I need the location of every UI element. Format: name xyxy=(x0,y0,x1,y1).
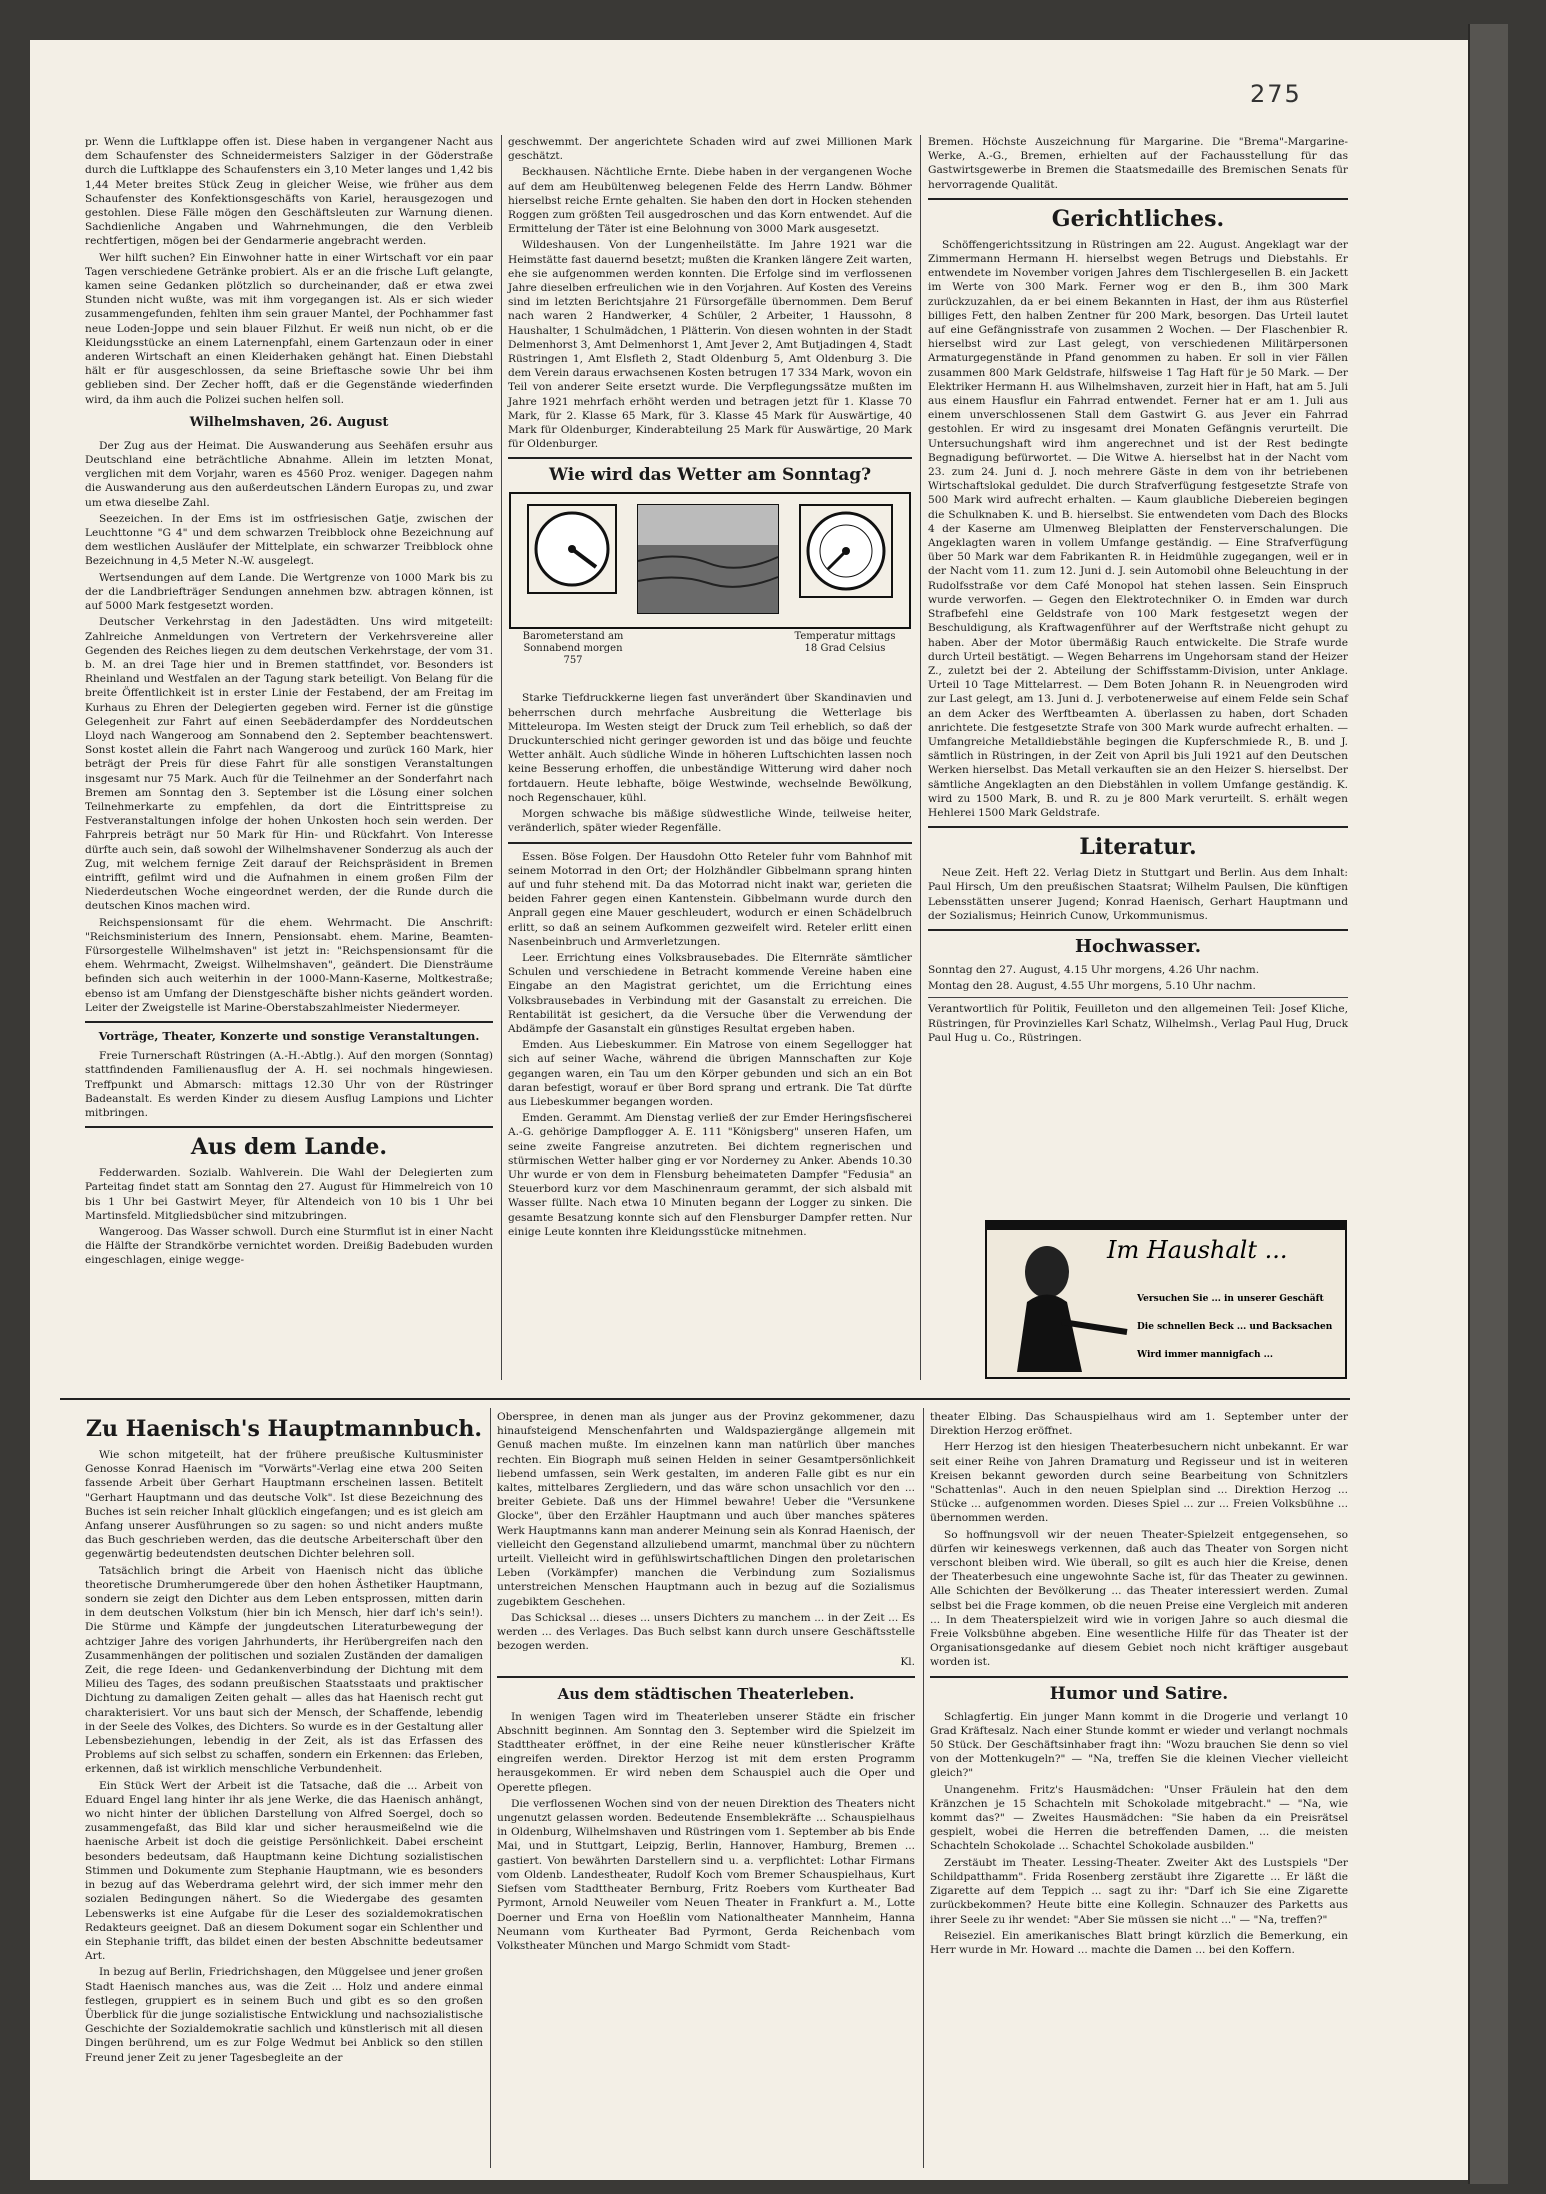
section-heading: Vorträge, Theater, Konzerte und sonstige Veranstaltungen. xyxy=(98,1028,480,1043)
article-paragraph: In bezug auf Berlin, Friedrichshagen, den Müggelsee und jener großen Stadt Haenisch manches aus, was die Zeit ... Holz und andere einmal festlegen, gruppiert es in seinem Buch und gibt es so den großen Überblick für die junge sozialistische Entwicklung und nachsozialistische Geschichte der Sozialdemokratie sachlich und künstlerisch mit all diesen Dingen berührend, um es zur Folge Wedmut bei Anblick so den stillen Freund jener Zeit zu jener Tagesbegleite an der xyxy=(85,1966,483,2064)
article-paragraph: Beckhausen. Nächtliche Ernte. Diebe haben in der vergangenen Woche auf dem am Heubültenweg belegenen Felde des Herrn Landw. Böhmer hierselbst reiche Ernte gehalten. Sie haben den dort in Hocken stehenden Roggen zum größten Teil ausgedroschen und das Korn entwendet. Auf die Ermittelung der Täter ist eine Belohnung von 3000 Mark ausgesetzt. xyxy=(508,166,912,236)
article-paragraph: Unangenehm. Fritz's Hausmädchen: "Unser Fräulein hat den dem Kränzchen je 15 Schachteln mit Schokolade mitgebracht." — "Na, wie kommt das?" — Zweites Hausmädchen: "Sie haben da ein Preisrätsel gespielt, wobei die Herren die betreffenden Damen, ... die meisten Schachteln Schokolade ... Schachtel Schokolade ausbilden." xyxy=(930,1783,1348,1853)
section-heading: Hochwasser. xyxy=(1074,935,1202,957)
column-rule xyxy=(923,1408,924,2168)
article-paragraph: Das Schicksal ... dieses ... unsers Dichters zu manchem ... in der Zeit ... Es werden ... des Verlages. Das Buch selbst kann durch unsere Geschäftsstelle bezogen werden. xyxy=(497,1611,915,1653)
article-paragraph: Bremen. Höchste Auszeichnung für Margarine. Die "Brema"-Margarine-Werke, A.-G., Bremen, erhielten auf der Fachausstellung für das Gastwirtsgewerbe in Bremen die Staatsmedaille des Bremischen Senats für hervorragende Qualität. xyxy=(928,136,1348,191)
article-paragraph: theater Elbing. Das Schauspielhaus wird am 1. September unter der Direktion Herzog eröffnet. xyxy=(930,1411,1348,1438)
section-heading: Aus dem städtischen Theaterleben. xyxy=(557,1684,855,1703)
article-paragraph: Deutscher Verkehrstag in den Jadestädten. Uns wird mitgeteilt: Zahlreiche Anmeldungen von Vertretern der Verkehrsvereine aller Gegenden des Reiches liegen zu dem deutschen Verkehrstage, der vom 31. b. M. an drei Tage hier und in Bremen stattfindet, vor. Besonders ist Rheinland und Westfalen an der Tagung stark beteiligt. Von Belang für die breite Öffentlichkeit ist in erster Linie der Festabend, der am Freitag im Kurhaus zu Ehren der Delegierten gegeben wird. Ferner ist die günstige Gelegenheit zur Fahrt auf einen Seebäderdampfer des Norddeutschen Lloyd nach Wangeroog am Sonnabend den 2. September beachtenswert. Sonst kostet allein die Fahrt nach Wangeroog und zurück 160 Mark, hier beträgt der Preis für diese Fahrt für alle sonstigen Veranstaltungen insgesamt nur 75 Mark. Auch für die Teilnehmer an der Sonderfahrt nach Bremen am Sonntag den 3. September ist die Lösung einer solchen Teilnehmerkarte zu empfehlen, da dort die Eintrittspreise zu Festveranstaltungen infolge der hohen Unkosten hoch sein werden. Der Fahrpreis beträgt nur 50 Mark für Hin- und Rückfahrt. Von Interesse dürfte auch sein, daß sowohl der Wilhelmshavener Sonderzug als auch der Zug, mit welchem fernige Zeit darauf der Reichspräsident in Bremen eintrifft, gefilmt wird und die Aufnahmen in einem großen Film der Niederdeutschen Woche eingeordnet werden, der die Runde durch die deutschen Kinos machen wird. xyxy=(85,616,493,913)
article-paragraph: Zerstäubt im Theater. Lessing-Theater. Zweiter Akt des Lustspiels "Der Schildpatthamm". Frida Rosenberg zerstäubt ihre Zigarette ... Er läßt die Zigarette auf dem Teppich ... sagt zu ihr: "Darf ich Sie eine Zigarette zurückbekommen? Heute bitte eine Kollegin. Schnauzer des Parketts aus ihrer Seele zu ihr wendet: "Aber Sie müssen sie nicht ..." — "Na, treffen?" xyxy=(930,1856,1348,1926)
barometer-caption: Barometerstand am Sonnabend morgen 757 xyxy=(522,631,624,667)
article-paragraph: Schöffengerichtssitzung in Rüstringen am 22. August. Angeklagt war der Zimmermann Hermann H. hierselbst wegen Betrugs und Diebstahls. Er entwendete im November vorigen Jahres dem Tischlergesellen B. ein Jackett im Werte von 300 Mark. Ferner wog er den B., ihm 300 Mark zurückzuzahlen, da er bei einem Bekannten in Hast, der ihm aus Rüsterfiel billiges Fett, den halben Zentner für 200 Mark, besorgen. Das Urteil lautet auf eine Gefängnisstrafe von zusammen 2 Wochen. — Der Flaschenbier R. hierselbst wird zur Last gelegt, von verschiedenen Militärpersonen Armaturgegenstände in Pfand genommen zu haben. Er soll in vier Fällen zusammen 800 Mark Geldstrafe, hilfsweise 1 Tag Haft für je 50 Mark. — Der Elektriker Hermann H. aus Wilhelmshaven, zurzeit hier in Haft, hat am 5. Juli aus einem Hausflur ein Fahrrad entwendet. Ferner hat er am 1. Juli aus einem unverschlossenen Stall dem Gastwirt G. aus Jever ein Fahrrad gestohlen. Er wird zu insgesamt drei Monaten Gefängnis verurteilt. Die Untersuchungshaft wird ihm angerechnet und ist der Rest bedingte Begnadigung befürwortet. — Die Witwe A. hierselbst hat in der Nacht vom 23. zum 24. Juni d. J. noch mehrere Gäste in dem von ihr betriebenen Wirtschaftslokal geduldet. Die durch Strafverfügung festgesetzte Strafe von 500 Mark wird aufrecht erhalten. — Kaum glaubliche Diebereien begingen die Schulknaben K. und B. hierselbst. Sie entwendeten vom Dach des Blocks 4 der Kaserne am Ulmenweg Bleiplatten der Fensterverschalungen. Die Angeklagten waren in vollem Umfange geständig. — Eine Strafverfügung über 50 Mark war dem Fabrikanten R. in Heidmühle zugegangen, weil er in der Nacht vom 11. zum 12. Juni d. J. sein Automobil ohne Beleuchtung in der Rudolfsstraße vor dem Café Monopol hat stehen lassen. Sein Einspruch wurde verworfen. — Gegen den Elektrotechniker O. in Emden war durch Strafbefehl eine Geldstrafe von 100 Mark festgesetzt wegen der Beschuldigung, als Kraftwagenführer auf der Werftstraße nicht gehupt zu haben. Aber der Motor übermäßig Rauch entwickelte. Die Strafe wurde durch Urteil bestätigt. — Wegen Beharrens im Ungehorsam stand der Heizer Z., zuletzt bei der 2. Abteilung der Schiffsstamm-Division, unter Anklage. Urteil 10 Tage Mittelarrest. — Dem Boten Johann R. in Neuengroden wird zur Last gelegt, am 13. Juni d. J. verbotenerweise auf einem Felde sein Schaf an dem Acker des Werftbeamten A. überlassen zu haben, dort Schaden anrichtete. Die festgesetzte Strafe von 300 Mark wurde aufrecht erhalten. — Umfangreiche Metalldiebstähle begingen die Kupferschmiede R., B. und J. sämtlich in Rüstringen, in der Zeit von April bis Juli 1921 auf den Deutschen Werken hierselbst. Das Metall verkauften sie an den Heizer S. hierselbst. Der sämtliche Angeklagten an den Diebstählen in vollem Umfange geständig. K. wird zu 1500 Mark, B. und R. zu je 800 Mark verurteilt. S. erhält wegen Hehlerei 1500 Mark Geldstrafe. xyxy=(928,238,1348,819)
article-paragraph: Schlagfertig. Ein junger Mann kommt in die Drogerie und verlangt 10 Grad Kräftesalz. Nach einer Stunde kommt er wieder und verlangt nochmals 50 Stück. Der Geschäftsinhaber fragt ihn: "Wozu brauchen Sie denn so viel von der Mottenkugeln?" — "Na, treffen Sie die kleinen Viecher vielleicht gleich?" xyxy=(930,1710,1348,1780)
tide-line: Sonntag den 27. August, 4.15 Uhr morgens, 4.26 Uhr nachm. xyxy=(928,963,1260,976)
weather-heading: Wie wird das Wetter am Sonntag? xyxy=(548,465,872,486)
article-signature: Kl. xyxy=(900,1656,915,1669)
article-paragraph: Seezeichen. In der Ems ist im ostfriesischen Gatje, zwischen der Leuchttonne "G 4" und dem schwarzen Treibblock ohne Bezeichnung auf dem westlichen Ausläufer der Mittelplate, ein schwarzer Treibblock ohne Bezeichnung in 4,5 Meter N.-W. ausgelegt. xyxy=(85,512,493,568)
divider xyxy=(928,997,1348,998)
article-paragraph: In wenigen Tagen wird im Theaterleben unserer Städte ein frischer Abschnitt beginnen. Am Sonntag den 3. September wird die Spielzeit im Stadttheater eröffnet, in der eine Reihe neuer künstlerischer Kräfte eingreifen werden. Direktor Herzog ist mit dem ersten Programm herausgekommen. Er wird neben dem Schauspiel auch die Oper und Operette pflegen. xyxy=(497,1710,915,1794)
weather-graphic xyxy=(508,491,912,691)
column-rule xyxy=(920,135,921,1380)
article-paragraph: Leer. Errichtung eines Volksbrausebades. Die Elternräte sämtlicher Schulen und verschiedene in Betracht kommende Vereine haben eine Eingabe an den Magistrat gerichtet, um die Errichtung eines Volksbrausebades in Verbindung mit der Gasanstalt zu erreichen. Die Rentabilität ist gesichert, da die Versuche über die Verwendung der Abdämpfe der Gasanstalt ein günstiges Resultat ergeben haben. xyxy=(508,951,912,1035)
article-paragraph: Emden. Gerammt. Am Dienstag verließ der zur Emder Heringsfischerei A.-G. gehörige Dampflogger A. E. 111 "Königsberg" unseren Hafen, um seine zweite Fangreise anzutreten. Bei dichtem regnerischen und stürmischen Wetter halber ging er vor Norderney zu Anker. Abends 10.30 Uhr wurde er von dem in Flensburg beheimateten Dampfer "Fedusia" an Steuerbord kurz vor dem Maschinenraum gerammt, der sich alsbald mit Wasser füllte. Nach etwa 10 Minuten begann der Logger zu sinken. Die gesamte Besatzung konnte sich auf den Flensburger Dampfer retten. Nur einige Leute konnten ihre Kleidungsstücke mitnehmen. xyxy=(508,1112,912,1238)
temperature-caption: Temperatur mittags 18 Grad Celsius xyxy=(794,631,896,655)
lower-column-3 xyxy=(930,1410,1348,1959)
advert-text: Wird immer mannigfach ... xyxy=(1137,1350,1274,1360)
article-paragraph: Oberspree, in denen man als junger aus der Provinz gekommener, dazu hinaufsteigend Menschenfahrten und Waldspaziergänge allgemein mit Genuß machen mußte. Im einzelnen kann man natürlich über manches rechten. Ein Biograph muß seinen Helden in seiner Gesamtpersönlichkeit liebend umfassen, sein Werk gestalten, im anderen Falle gibt es nur ein kaltes, mittelbares Zergliedern, und das wäre schon unsachlich vor den ... breiter Gebiete. Daß uns der Himmel bewahre! Ueber die "Versunkene Glocke", über den Erzähler Hauptmann und auch über manches späteres Werk Hauptmanns kann man anderer Meinung sein als Konrad Haenisch, der vielleicht den Gegenstand allzuliebend umarmt, manchmal über zu nüchtern urteilt. Vielleicht wird in gefühlswirtschaftlichen Dingen den proletarischen Leben (Vorkämpfer) manchen die Verbindung zum Sozialismus unterstreichen Menschen Hauptmann auch in bezug auf die Sozialismus zugebiktem Geschehen. xyxy=(497,1411,915,1608)
lower-column-2 xyxy=(497,1410,915,1955)
article-paragraph: pr. Wenn die Luftklappe offen ist. Diese haben in vergangener Nacht aus dem Schaufenster des Schneidermeisters Salziger in der Göderstraße durch die Luftklappe des Schaufensters ein 3,10 Meter langes und 1,42 bis 1,44 Meter breites Stück Zeug in gleicher Weise, wie früher aus dem Schaufenster des Konfektionsgeschäfts von Kariel, herausgezogen und gestohlen. Diese Fälle mögen den Geschäftsleuten zur Warnung dienen. Sachdienliche Angaben und Wahrnehmungen, die den Verbleib rechtfertigen, mögen bei der Gendarmerie angebracht werden. xyxy=(85,136,493,248)
divider xyxy=(508,457,912,459)
article-paragraph: Der Zug aus der Heimat. Die Auswanderung aus Seehäfen ersuhr aus Deutschland eine beträchtliche Abnahme. Allein im letzten Monat, verglichen mit dem Vorjahr, waren es 4560 Proz. weniger. Dagegen nahm die Auswanderung aus den außerdeutschen Ländern Europas zu, und zwar um etwa dieselbe Zahl. xyxy=(85,439,493,509)
book-binding xyxy=(1468,24,1508,2184)
tide-line: Montag den 28. August, 4.55 Uhr morgens, 5.10 Uhr nachm. xyxy=(928,980,1256,993)
article-paragraph: Herr Herzog ist den hiesigen Theaterbesuchern nicht unbekannt. Er war seit einer Reihe von Jahren Dramaturg und Regisseur und ist in weiteren Kreisen bekannt geworden durch seine Bearbeitung von Schnitzlers "Schattenlas". Auch in den neuen Spielplan sind ... Direktion Herzog ... Stücke ... aufgenommen worden. Dieses Spiel ... zur ... Freien Volksbühne ... übernommen werden. xyxy=(930,1441,1348,1525)
article-paragraph: Essen. Böse Folgen. Der Hausdohn Otto Reteler fuhr vom Bahnhof mit seinem Motorrad in den Ort; der Holzhändler Gibbelmann sprang hinten auf und fuhr stehend mit. Da das Motorrad nicht inakt war, gerieten die beiden Fahrer gegen einen Kantenstein. Gibbelmann wurde durch den Anprall gegen eine Mauer geschleudert, wodurch er einen Schädelbruch erlitt, so daß an seinem Aufkommen gezweifelt wird. Reteler erlitt einen Nasenbeinbruch und Armverletzungen. xyxy=(508,850,912,948)
article-paragraph: Ein Stück Wert der Arbeit ist die Tatsache, daß die ... Arbeit von Eduard Engel lang hinter ihr als jene Werke, die das Haenisch anhängt, wo nicht hinter der üblichen Darstellung von Alfred Soergel, doch so zusammengefaßt, das Bild klar und sicher herausmeißelnd wie die haenische Arbeit ist doch die geistige Persönlichkeit. Dabei erscheint besonders bedeutsam, daß Hauptmann keine Dichtung sozialistischen Stimmen und Dokumente zum Stephanie Hauptmann, wie es besonders in bezug auf das Weberdrama gelehrt wird, der sich immer mehr den sozialen Bedingungen nähert. So die Wiedergabe des gesamten Lebenswerks ist eine Aufgabe für die Leser des sozialdemokratischen Redakteurs geeignet. Daß an diesem Dokument sogar ein Schlenther und ein Stephanie trifft, das bildet einen der besten Abschnitte bedeutsamer Art. xyxy=(85,1779,483,1963)
divider xyxy=(508,842,912,844)
article-paragraph: Wildeshausen. Von der Lungenheilstätte. Im Jahre 1921 war die Heimstätte fast dauernd besetzt; mußten die Kranken längere Zeit warten, ehe sie aufgenommen werden konnten. Die Erfolge sind im verflossenen Jahre dieselben erfreulichen wie in den Vorjahren. Auf Kosten des Vereins sind im letzten Berichtsjahre 21 Fürsorgefälle übernommen. Dem Beruf nach waren 2 Handwerker, 4 Schüler, 2 Arbeiter, 1 Haussohn, 8 Haushalter, 1 Schulmädchen, 1 Plätterin. Von diesen wohnten in der Stadt Delmenhorst 3, Amt Delmenhorst 1, Amt Jever 2, Amt Butjadingen 4, Stadt Rüstringen 1, Amt Elsfleth 2, Stadt Oldenburg 5, Amt Oldenburg 3. Die dem Verein daraus erwachsenen Kosten betrugen 17 334 Mark, wovon ein Teil von anderer Seite ersetzt wurde. Die Verpflegungssätze mußten im Jahre 1921 mehrfach erhöht werden und betragen jetzt für 1. Klasse 70 Mark, für 2. Klasse 65 Mark, für 3. Klasse 45 Mark für Auswärtige, 40 Mark für Oldenburger, Kinderabteilung 25 Mark für Auswärtige, 20 Mark für Oldenburger. xyxy=(508,239,912,451)
article-paragraph: geschwemmt. Der angerichtete Schaden wird auf zwei Millionen Mark geschätzt. xyxy=(508,136,912,163)
column-rule xyxy=(501,135,502,1380)
column-rule xyxy=(490,1408,491,2168)
divider xyxy=(928,198,1348,200)
section-heading: Literatur. xyxy=(1079,834,1197,861)
section-heading: Aus dem Lande. xyxy=(190,1134,388,1161)
section-rule xyxy=(60,1398,1350,1400)
advert-text: Versuchen Sie ... in unserer Geschäft xyxy=(1137,1294,1324,1304)
column-1 xyxy=(85,135,493,1270)
article-paragraph: Reichspensionsamt für die ehem. Wehrmacht. Die Anschrift: "Reichsministerium des Innern, Pensionsabt. ehem. Marine, Beamten-Fürsorgestelle Wilhelmshaven" ist jetzt in: "Reichspensionsamt für die ehem. Wehrmacht, Zweigst. Wilhelmshaven", geändert. Die Diensträume befinden sich auch weiterhin in der 1000-Mann-Kaserne, Moltkestraße; ebenso ist am Umfang der Dienstgeschäfte bisher nichts geändert worden. Leiter der Zweigstelle ist Marine-Oberstabszahlmeister Niedermeyer. xyxy=(85,916,493,1014)
section-heading: Humor und Satire. xyxy=(1049,1683,1229,1704)
section-heading: Gerichtliches. xyxy=(1051,205,1225,232)
article-paragraph: So hoffnungsvoll wir der neuen Theater-Spielzeit entgegensehen, so dürfen wir keineswegs verkennen, daß auch das Theater von Sorgen nicht verschont bleiben wird. Wie überall, so gilt es auch hier die Kreise, denen der Theaterbesuch eine ungewohnte Sache ist, für das Theater zu gewinnen. Alle Schichten der Bevölkerung ... das Theater interessiert werden. Zumal selbst bei die Frage kommen, ob die neuen Preise eine Vergleich mit anderen ... In dem Theaterspielzeit wird wie in vorigen Jahre so auch diesmal die Freie Volksbühne abgeben. Eine wesentliche Hilfe für das Theater ist der Organisationsgedanke auf diesem Gebiet noch nicht kräftiger ausgebaut worden ist. xyxy=(930,1528,1348,1669)
divider xyxy=(85,1021,493,1023)
page-number: 275 xyxy=(1250,80,1302,108)
lower-column-1 xyxy=(85,1410,483,2067)
section-heading: Wilhelmshaven, 26. August xyxy=(189,414,389,430)
advertisement xyxy=(985,1220,1347,1379)
article-paragraph: Reiseziel. Ein amerikanisches Blatt bringt kürzlich die Bemerkung, ein Herr wurde in Mr. Howard ... machte die Damen ... bei den Koffern. xyxy=(930,1929,1348,1956)
imprint: Verantwortlich für Politik, Feuilleton und den allgemeinen Teil: Josef Kliche, Rüstringen, für Provinzielles Karl Schatz, Wilhelmsh., Verlag Paul Hug, Druck Paul Hug u. Co., Rüstringen. xyxy=(928,1003,1348,1044)
article-paragraph: Wer hilft suchen? Ein Einwohner hatte in einer Wirtschaft vor ein paar Tagen verschiedene Getränke probiert. Als er an die frische Luft gelangte, kamen seine Gedanken plötzlich so durcheinander, daß er etwa zwei Stunden nicht wußte, was mit ihm vorgegangen ist. Als er sich wieder zusammengefunden, fehlten ihm sein grauer Mantel, der Pochhammer fast neue Loden-Joppe und sein blauer Filzhut. Er weiß nun nicht, ob er die Kleidungsstücke an einem Laternenpfahl, einem Gartenzaun oder in einer anderen Wirtschaft an einen Kleiderhaken gehängt hat. Einen Diebstahl hält er für ausgeschlossen, da seine Brieftasche sowie Uhr bei ihm geblieben sind. Der Zecher hofft, daß er die Gegenstände wiederfinden wird, da ihm auch die Polizei suchen helfen soll. xyxy=(85,251,493,406)
article-paragraph: Freie Turnerschaft Rüstringen (A.-H.-Abtlg.). Auf den morgen (Sonntag) stattfindenden Familienausflug der A. H. sei nochmals hingewiesen. Treffpunkt und Abmarsch: mittags 12.30 Uhr von der Rüstringer Badeanstalt. Es werden Kinder zu diesem Ausflug Lampions und Lichter mitbringen. xyxy=(85,1050,493,1119)
article-paragraph: Wertsendungen auf dem Lande. Die Wertgrenze von 1000 Mark bis zu der die Landbriefträger Sendungen annehmen bzw. abtragen können, ist auf 5000 Mark festgesetzt worden. xyxy=(85,571,493,613)
article-paragraph: Emden. Aus Liebeskummer. Ein Matrose von einem Segellogger hat sich auf seiner Wache, während die übrigen Mannschaften zur Koje gegangen waren, ein Tau um den Körper gebunden und sich an ein Bot daran befestigt, worauf er über Bord sprang und ertrank. Die Tat dürfte aus Liebeskummer begangen worden. xyxy=(508,1039,912,1108)
divider xyxy=(497,1676,915,1678)
article-paragraph: Wangeroog. Das Wasser schwoll. Durch eine Sturmflut ist in einer Nacht die Hälfte der Strandkörbe vernichtet worden. Dreißig Badebuden wurden eingeschlagen, einige wegge- xyxy=(85,1226,493,1267)
divider xyxy=(85,1126,493,1128)
divider xyxy=(928,929,1348,931)
section-heading: Zu Haenisch's Hauptmannbuch. xyxy=(85,1416,483,1442)
article-paragraph: Neue Zeit. Heft 22. Verlag Dietz in Stuttgart und Berlin. Aus dem Inhalt: Paul Hirsch, Um den preußischen Staatsrat; Wilhelm Paulsen, Die künftigen Lebensstätten unserer Jugend; Konrad Haenisch, Gerhart Hauptmann und der Sozialismus; Heinrich Cunow, Urkommunismus. xyxy=(928,867,1348,922)
article-paragraph: Wie schon mitgeteilt, hat der frühere preußische Kultusminister Genosse Konrad Haenisch im "Vorwärts"-Verlag eine etwa 200 Seiten fassende Arbeit über Gerhart Hauptmann erscheinen lassen. Betitelt "Gerhart Hauptmann und das deutsche Volk". Ist diese Bezeichnung des Buches ist sein reicher Inhalt glücklich eingefangen; und es ist gleich am Anfang unserer Ausführungen so zu sagen: so und nicht anders mußte das Buch geschrieben werden, das die deutsche Arbeiterschaft über den gegenwärtig bedeutendsten deutschen Dichter belehren soll. xyxy=(85,1449,483,1561)
article-paragraph: Tatsächlich bringt die Arbeit von Haenisch nicht das übliche theoretische Drumherumgerede über den hohen Ästhetiker Hauptmann, sondern sie zeigt den Dichter aus dem Leben entsprossen, mitten darin in dem deutschen Volkstum (hier bin ich Mensch, hier darf ich's sein!). Die Stürme und Kämpfe der jungdeutschen Literaturbewegung der achtziger Jahre des vorigen Jahrhunderts, ihr Herübergreifen nach den Zusammenhängen der politischen und sozialen Zuständen der damaligen Zeit, die rege Ideen- und Gedankenverbindung der Dichtung mit dem Milieu des Tages, des sodann preußischen Staatsstaats und praktischer Dichtung zu damaligen Zeiten gehalt — alles das hat Haenisch recht gut charakterisiert. Vor uns baut sich der Mensch, der Schaffende, lebendig in der Seele des Volkes, des Dichters. So wurde es in der Gestaltung aller Lebensbeziehungen, lebendig in der Zeit, als ist das Erfassen des Problems auf sich selbst zu schaffen, sondern ein Erkennen: das Erleben, erkennen, daß ist wirklich menschliche Verbundenheit. xyxy=(85,1564,483,1776)
article-paragraph: Morgen schwache bis mäßige südwestliche Winde, teilweise heiter, veränderlich, später wieder Regenfälle. xyxy=(508,808,912,835)
column-2 xyxy=(508,135,912,1241)
advert-script: Im Haushalt ... xyxy=(1107,1236,1288,1264)
column-3 xyxy=(928,135,1348,1047)
divider xyxy=(928,826,1348,828)
divider xyxy=(930,1676,1348,1678)
article-paragraph: Starke Tiefdruckkerne liegen fast unverändert über Skandinavien und beherrschen durch mehrfache Ausbreitung die Wetterlage bis Mitteleuropa. Im Westen steigt der Druck zum Teil erheblich, so daß der Druckunterschied nicht geringer geworden ist und das böige und feuchte Wetter anhält. Auch südliche Winde in höheren Luftschichten lassen noch keine Besserung erhoffen, die unbeständige Witterung wird daher noch fortdauern. Heute lebhafte, böige Westwinde, wechselnde Bewölkung, noch Regenschauer, kühl. xyxy=(508,692,912,804)
article-paragraph: Die verflossenen Wochen sind von der neuen Direktion des Theaters nicht ungenutzt gelassen worden. Bedeutende Ensemblekräfte ... Schauspielhaus in Oldenburg, Wilhelmshaven und Rüstringen vom 1. September ab bis Ende Mai, und in Stuttgart, Leipzig, Berlin, Hannover, Hamburg, Bremen ... gastiert. Von bewährten Darstellern sind u. a. verpflichtet: Lothar Firmans vom Oldenb. Landestheater, Rudolf Koch vom Bremer Schauspielhaus, Kurt Siefsen vom Stadttheater Bernburg, Fritz Roebers vom Kurtheater Bad Pyrmont, Arnold Neuweiler vom Neuen Theater in Frankfurt a. M., Lotte Doerner und Erna von Hoeßlin vom Nationaltheater Mannheim, Hanna Neumann vom Kurtheater Bad Pyrmont, Gerda Reichenbach vom Volkstheater München und Margo Schmidt vom Stadt- xyxy=(497,1797,915,1952)
advert-text: Die schnellen Beck ... und Backsachen xyxy=(1137,1322,1333,1332)
article-paragraph: Fedderwarden. Sozialb. Wahlverein. Die Wahl der Delegierten zum Parteitag findet statt am Sonntag den 27. August für Himmelreich von 10 bis 1 Uhr bei Gastwirt Meyer, für Altendeich von 10 bis 1 Uhr bei Martinsfeld. Mitgliedsbücher sind mitzubringen. xyxy=(85,1167,493,1222)
